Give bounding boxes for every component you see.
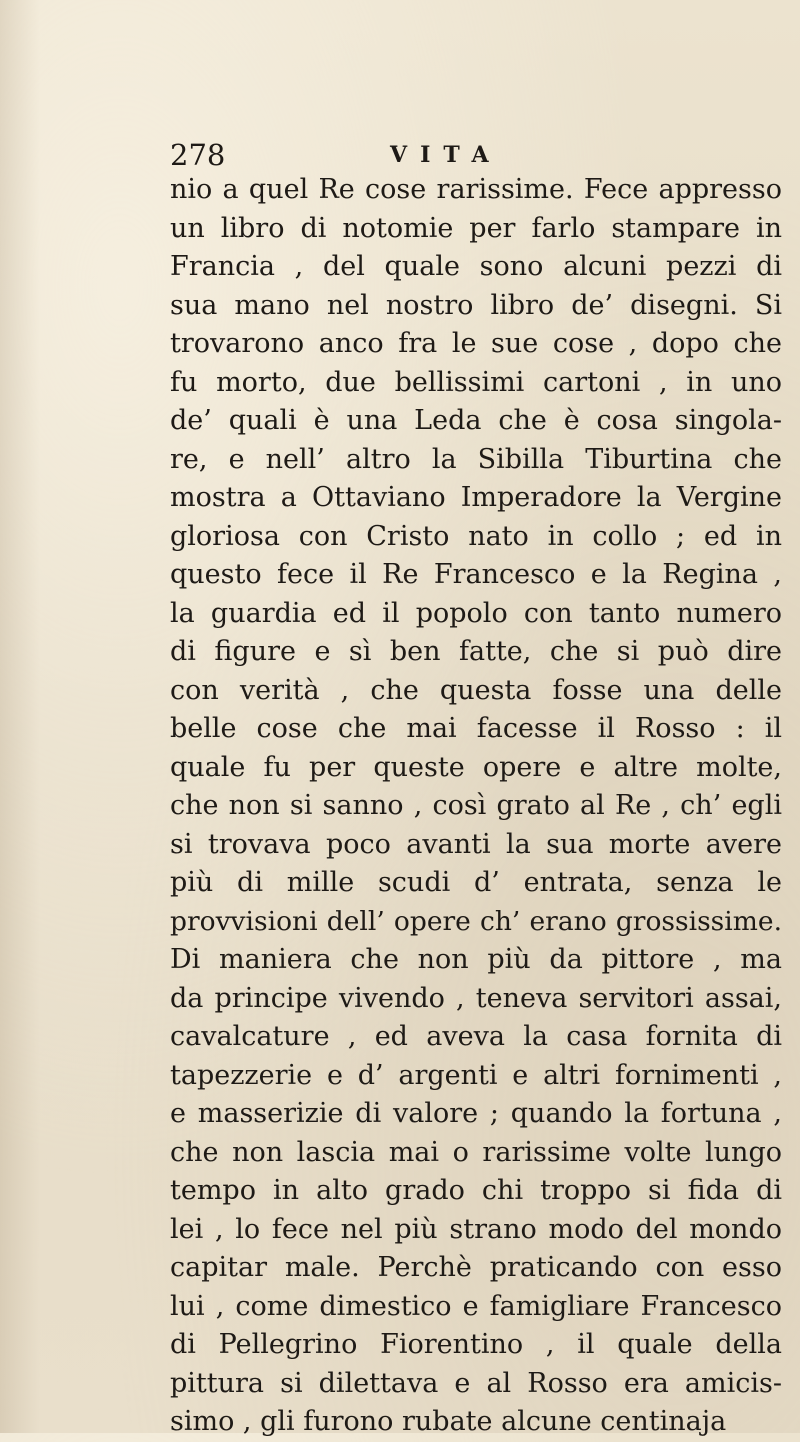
text-line: con verità , che questa fosse una delle <box>170 674 782 706</box>
text-line: la guardia ed il popolo con tanto numero <box>170 597 782 629</box>
text-line: da principe vivendo , teneva servitori assai, <box>170 982 782 1014</box>
page-number: 278 <box>170 138 226 172</box>
text-line: si trovava poco avanti la sua morte avere <box>170 828 782 860</box>
text-line: sua mano nel nostro libro de’ disegni. Si <box>170 289 782 321</box>
text-line: di Pellegrino Fiorentino , il quale della <box>170 1329 782 1360</box>
text-line: cavalcature , ed aveva la casa fornita di <box>170 1021 782 1052</box>
text-line: Francia , del quale sono alcuni pezzi di <box>170 251 782 282</box>
text-line: simo , gli furono rubate alcune centinaja <box>170 1406 727 1437</box>
text-line: più di mille scudi d’ entrata, senza le <box>170 867 782 898</box>
text-line: de’ quali è una Leda che è cosa singola- <box>170 405 782 436</box>
text-line: un libro di notomie per farlo stampare in <box>170 212 782 244</box>
running-head: VITA <box>390 142 502 168</box>
page-header <box>170 137 630 173</box>
text-line: mostra a Ottaviano Imperadore la Vergine <box>170 482 782 513</box>
text-line: tempo in alto grado chi troppo si fida di <box>170 1175 782 1206</box>
text-line: quale fu per queste opere e altre molte, <box>170 751 782 783</box>
text-line: fu morto, due bellissimi cartoni , in uno <box>170 366 782 398</box>
text-line: re, e nell’ altro la Sibilla Tiburtina che <box>170 443 782 475</box>
text-line: provvisioni dell’ opere ch’ erano grossissime. <box>170 905 782 937</box>
text-line: gloriosa con Cristo nato in collo ; ed in <box>170 520 782 552</box>
text-line: pittura si dilettava e al Rosso era amicis- <box>170 1367 782 1399</box>
text-line: lei , lo fece nel più strano modo del mondo <box>170 1213 782 1245</box>
text-line: Di maniera che non più da pittore , ma <box>170 944 782 975</box>
text-line: trovarono anco fra le sue cose , dopo che <box>170 328 782 359</box>
text-line: di figure e sì ben fatte, che si può dire <box>170 636 782 667</box>
text-line: capitar male. Perchè praticando con esso <box>170 1252 782 1283</box>
text-line: belle cose che mai facesse il Rosso : il <box>170 713 782 744</box>
text-line: tapezzerie e d’ argenti e altri fornimenti , <box>170 1059 782 1091</box>
text-line: nio a quel Re cose rarissime. Fece appresso <box>170 174 782 205</box>
text-line: che non lascia mai o rarissime volte lungo <box>170 1136 782 1168</box>
text-line: e masserizie di valore ; quando la fortuna , <box>170 1098 782 1129</box>
text-line: che non si sanno , così grato al Re , ch’ egli <box>170 790 782 821</box>
page-fold-shadow <box>0 0 40 1433</box>
body-text <box>170 171 782 1442</box>
text-line: lui , come dimestico e famigliare Francesco <box>170 1290 782 1322</box>
text-line: questo fece il Re Francesco e la Regina , <box>170 559 782 590</box>
